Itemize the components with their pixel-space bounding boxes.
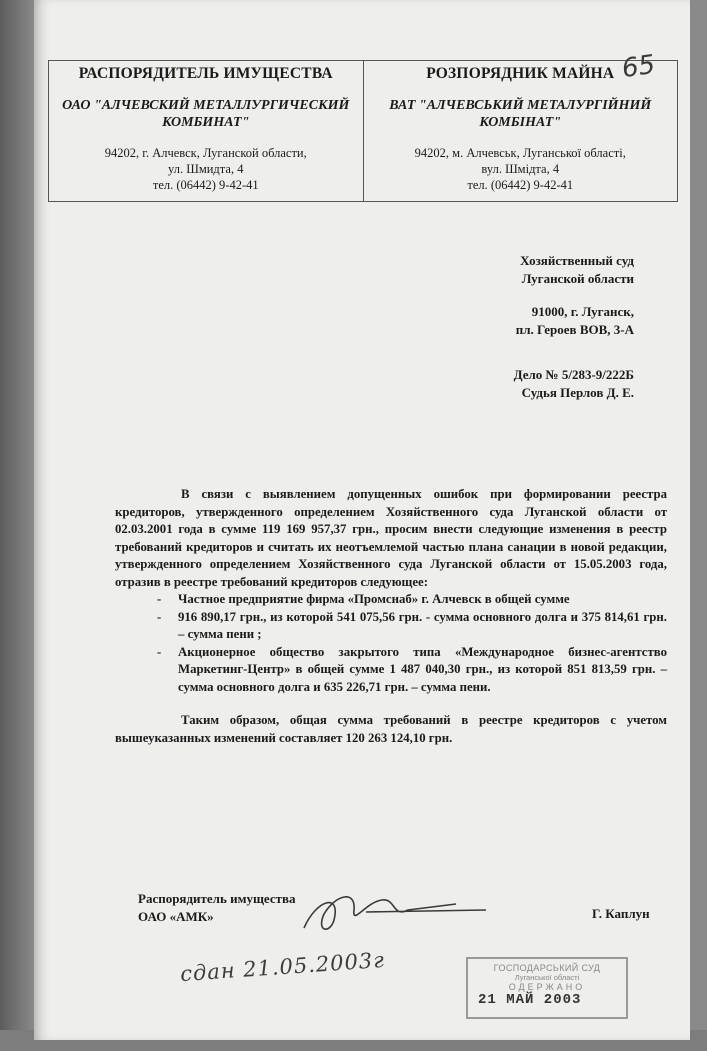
body-paragraph: В связи с выявлением допущенных ошибок при формировании реестра кредиторов, утвержденного определением Хозяйственного суда Луганской области от 02.03.2001 года в сумме 119 169 957,37 грн., просим внести следующие изменения в реестр требований кредиторов и считать их неотъемлемой частью плана санации в новой редакции, утвержденного определением Хозяйственного суда Луганской области от 15.05.2003 года, отразив в реестре требований кредиторов следующее:	[115, 487, 667, 589]
addressee-block	[514, 252, 634, 401]
letterhead-left-company: ОАО "АЛЧЕВСКИЙ МЕТАЛЛУРГИЧЕСКИЙ КОМБИНАТ"	[62, 98, 350, 130]
handwritten-received-note: сдан 21.05.2003г	[179, 947, 386, 987]
handwritten-page-number: 65	[620, 49, 658, 85]
letterhead-left-address: 94202, г. Алчевск, Луганской области, ул. Шмидта, 4 тел. (06442) 9-42-41	[104, 146, 307, 192]
letterhead-right-title: РОЗПОРЯДНИК МАЙНА	[426, 65, 615, 82]
list-item: - Акционерное общество закрытого типа «Международное бизнес-агентство Маркетинг-Центр» в общей сумме 1 487 040,30 грн., из которой 851 813,59 грн. – сумма основного долга и 635 226,71 грн. – сумма пени.	[157, 644, 667, 694]
letterhead-right-address: 94202, м. Алчевськ, Луганської області, вул. Шмідта, 4 тел. (06442) 9-42-41	[414, 146, 626, 192]
scan-left-edge	[0, 0, 34, 1051]
letterhead-left	[49, 61, 363, 201]
judge-name: Судья Перлов Д. Е.	[521, 384, 634, 400]
letterhead-left-title: РАСПОРЯДИТЕЛЬ ИМУЩЕСТВА	[78, 65, 333, 82]
addressee-region: Луганской области	[521, 270, 634, 286]
scan-right-edge	[690, 0, 707, 1051]
letterhead-right-company: ВАТ "АЛЧЕВСЬКИЙ МЕТАЛУРГІЙНИЙ КОМБІНАТ"	[389, 98, 652, 130]
addressee-city: 91000, г. Луганск,	[531, 304, 634, 319]
signature-scribble	[296, 880, 496, 940]
list-item: - Частное предприятие фирма «Промснаб» г. Алчевск в общей сумме	[157, 592, 570, 606]
case-number: Дело № 5/283-9/222Б	[513, 367, 634, 382]
addressee-street: пл. Героев ВОВ, 3-А	[515, 321, 634, 337]
signatory-name: Г. Каплун	[592, 906, 650, 921]
document-page	[34, 0, 690, 1040]
addressee-court: Хозяйственный суд	[520, 253, 634, 268]
list-item: - 916 890,17 грн., из которой 541 075,56 грн. - сумма основного долга и 375 814,61 грн. – сумма пени ;	[157, 609, 667, 641]
letterhead	[48, 60, 678, 202]
signature-title: Распорядитель имущества ОАО «АМК»	[138, 891, 296, 924]
letter-body	[115, 486, 667, 747]
creditor-list	[115, 591, 667, 696]
body-conclusion: Таким образом, общая сумма требований в реестре кредиторов с учетом вышеуказанных изменений составляет 120 263 124,10 грн.	[115, 713, 667, 745]
court-received-stamp: ГОСПОДАРСЬКИЙ СУД Луганської області ОДЕРЖАНО 21 МАЙ 2003	[466, 957, 628, 1019]
